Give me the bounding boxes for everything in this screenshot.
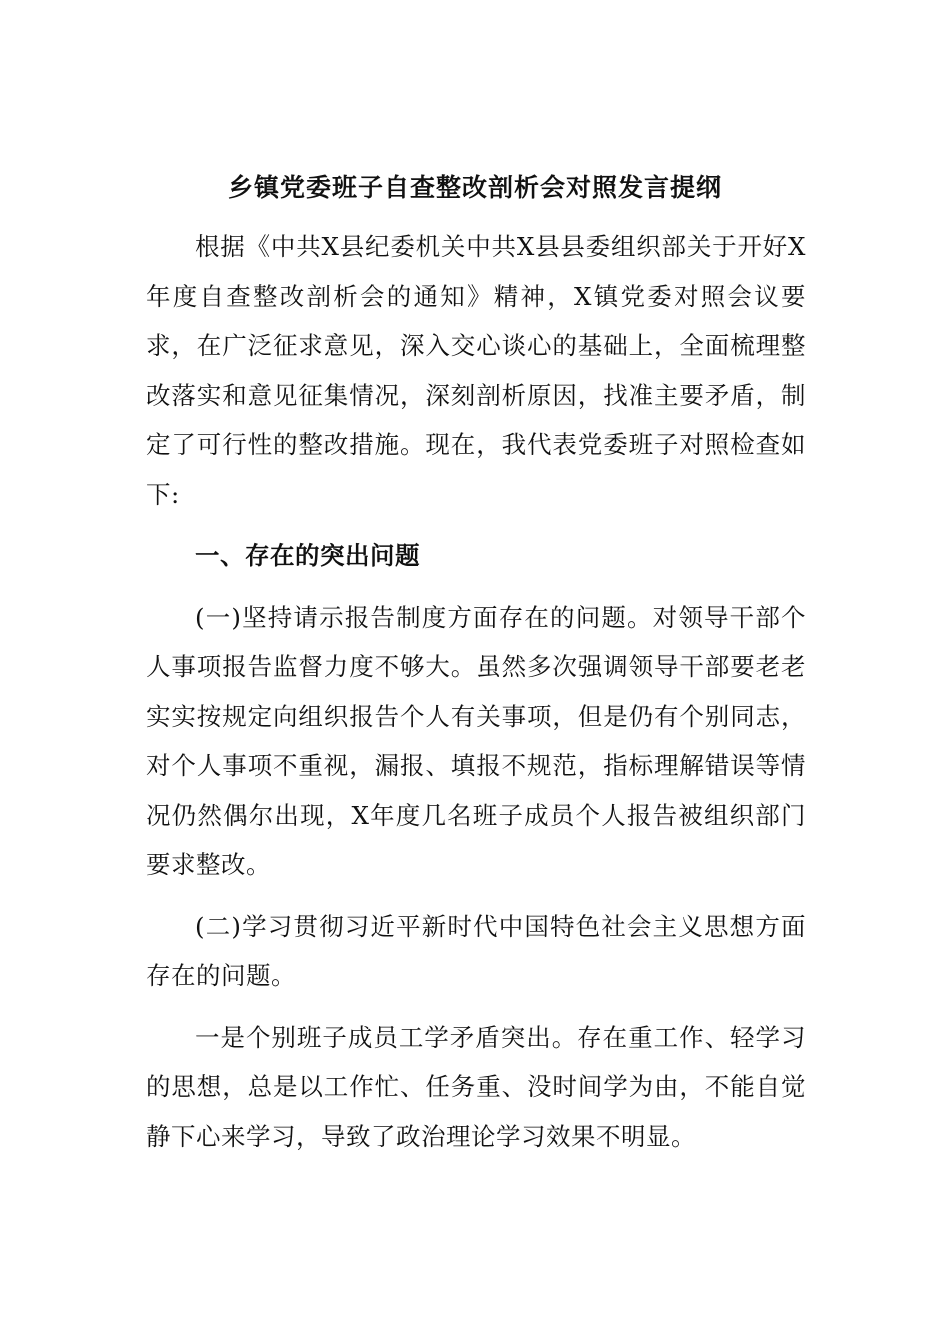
issue-paragraph-2: (二)学习贯彻习近平新时代中国特色社会主义思想方面存在的问题。 [146, 911, 806, 990]
section-heading: 一、存在的突出问题 [195, 541, 420, 570]
spacer [146, 890, 806, 902]
document-body [146, 222, 806, 1161]
spacer [146, 519, 806, 531]
issue-detail-paragraph: 一是个别班子成员工学矛盾突出。存在重工作、轻学习的思想，总是以工作忙、任务重、没时间学为由，不能自觉静下心来学习，导致了政治理论学习效果不明显。 [146, 1022, 806, 1151]
spacer [146, 581, 806, 593]
spacer [146, 1001, 806, 1013]
issue-paragraph-1: (一)坚持请示报告制度方面存在的问题。对领导干部个人事项报告监督力度不够大。虽然多次强调领导干部要老老实实按规定向组织报告个人有关事项，但是仍有个别同志，对个人事项不重视，漏报、填报不规范，指标理解错误等情况仍然偶尔出现，X年度几名班子成员个人报告被组织部门要求整改。 [146, 602, 806, 879]
document-title: 乡镇党委班子自查整改剖析会对照发言提纲 [227, 173, 722, 202]
intro-paragraph: 根据《中共X县纪委机关中共X县县委组织部关于开好X年度自查整改剖析会的通知》精神，X镇党委对照会议要求，在广泛征求意见，深入交心谈心的基础上，全面梳理整改落实和意见征集情况，深刻剖析原因，找准主要矛盾，制定了可行性的整改措施。现在，我代表党委班子对照检查如下: [146, 232, 806, 509]
